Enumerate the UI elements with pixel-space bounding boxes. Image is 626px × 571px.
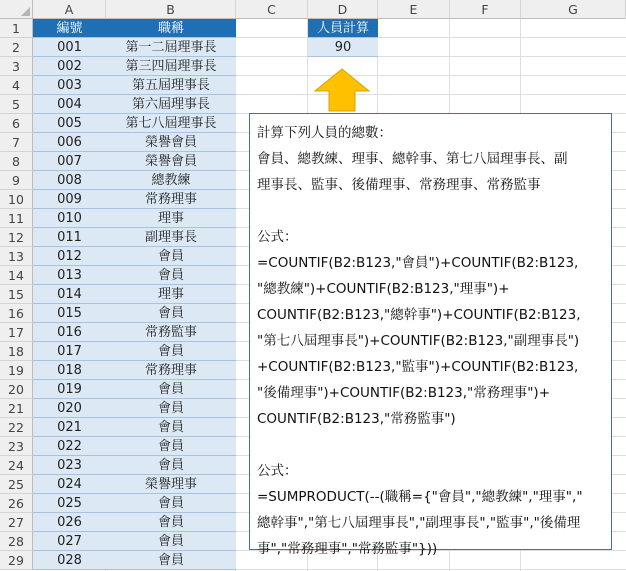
row-header[interactable]: 8 [0,152,33,171]
table-cell-title[interactable]: 會員 [106,342,236,361]
row-header[interactable]: 16 [0,304,33,323]
row-header[interactable]: 19 [0,361,33,380]
row-header[interactable]: 9 [0,171,33,190]
table-cell-title[interactable]: 第三四屆理事長 [106,57,236,76]
note-line [257,198,605,224]
table-cell-title[interactable]: 會員 [106,399,236,418]
row-header[interactable]: 2 [0,38,33,57]
table-cell-id[interactable]: 012 [33,247,106,266]
table-cell-title[interactable]: 常務監事 [106,323,236,342]
row-header[interactable]: 29 [0,551,33,570]
row-header[interactable]: 17 [0,323,33,342]
table-cell-title[interactable]: 會員 [106,380,236,399]
table-cell-title[interactable]: 理事 [106,209,236,228]
column-header-d[interactable]: D [308,0,378,19]
table-cell-id[interactable]: 028 [33,551,106,570]
row-header[interactable]: 28 [0,532,33,551]
row-header[interactable]: 20 [0,380,33,399]
summary-label-cell[interactable]: 人員計算 [308,19,378,38]
row-header[interactable]: 10 [0,190,33,209]
table-cell-id[interactable]: 003 [33,76,106,95]
table-cell-title[interactable]: 第七八屆理事長 [106,114,236,133]
table-cell-id[interactable]: 017 [33,342,106,361]
note-line: 公式： [257,229,298,245]
table-cell-id[interactable]: 027 [33,532,106,551]
table-cell-title[interactable]: 第一二屆理事長 [106,38,236,57]
note-line: "第七八屆理事長")+COUNTIF(B2:B123,"副理事長") [257,333,580,349]
table-cell-id[interactable]: 024 [33,475,106,494]
column-header-c[interactable]: C [236,0,308,19]
column-header-f[interactable]: F [450,0,521,19]
table-cell-title[interactable]: 常務理事 [106,361,236,380]
table-cell-id[interactable]: 025 [33,494,106,513]
column-header-b[interactable]: B [106,0,236,19]
row-header[interactable]: 23 [0,437,33,456]
table-cell-id[interactable]: 005 [33,114,106,133]
table-cell-id[interactable]: 016 [33,323,106,342]
row-header[interactable]: 7 [0,133,33,152]
table-cell-title[interactable]: 會員 [106,266,236,285]
table-cell-id[interactable]: 023 [33,456,106,475]
row-header[interactable]: 1 [0,19,33,38]
note-line [257,432,605,458]
table-cell-id[interactable]: 004 [33,95,106,114]
table-cell-title[interactable]: 會員 [106,551,236,570]
table-cell-id[interactable]: 007 [33,152,106,171]
column-header-g[interactable]: G [521,0,626,19]
note-line: 總幹事","第七八屆理事長","副理事長","監事","後備理 [257,515,581,531]
table-cell-id[interactable]: 018 [33,361,106,380]
row-header[interactable]: 27 [0,513,33,532]
table-cell-title[interactable]: 榮譽理事 [106,475,236,494]
table-cell-id[interactable]: 006 [33,133,106,152]
table-cell-id[interactable]: 014 [33,285,106,304]
row-header[interactable]: 26 [0,494,33,513]
row-header[interactable]: 15 [0,285,33,304]
table-cell-title[interactable]: 會員 [106,418,236,437]
table-cell-id[interactable]: 001 [33,38,106,57]
row-header[interactable]: 3 [0,57,33,76]
table-cell-title[interactable]: 會員 [106,494,236,513]
table-cell-title[interactable]: 理事 [106,285,236,304]
table-cell-id[interactable]: 020 [33,399,106,418]
note-line: COUNTIF(B2:B123,"總幹事")+COUNTIF(B2:B123, [257,307,581,323]
table-cell-title[interactable]: 常務理事 [106,190,236,209]
table-cell-id[interactable]: 009 [33,190,106,209]
row-header[interactable]: 4 [0,76,33,95]
table-cell-title[interactable]: 榮譽會員 [106,152,236,171]
table-header-id[interactable]: 編號 [33,19,106,38]
row-header[interactable]: 21 [0,399,33,418]
table-cell-title[interactable]: 會員 [106,247,236,266]
note-line: 計算下列人員的總數： [257,125,392,141]
table-cell-id[interactable]: 002 [33,57,106,76]
table-cell-title[interactable]: 第六屆理事長 [106,95,236,114]
note-line: COUNTIF(B2:B123,"常務監事") [257,411,456,427]
table-cell-id[interactable]: 010 [33,209,106,228]
column-header-e[interactable]: E [378,0,450,19]
note-line: 理事長、監事、後備理事、常務理事、常務監事 [257,177,541,193]
table-cell-id[interactable]: 019 [33,380,106,399]
up-arrow-icon [314,68,370,112]
table-cell-id[interactable]: 021 [33,418,106,437]
note-line: "後備理事")+COUNTIF(B2:B123,"常務理事")+ [257,385,551,401]
select-all-corner[interactable] [0,0,33,19]
table-cell-title[interactable]: 第五屆理事長 [106,76,236,95]
note-line: 公式： [257,463,298,479]
row-header[interactable]: 18 [0,342,33,361]
row-header[interactable]: 6 [0,114,33,133]
table-cell-id[interactable]: 022 [33,437,106,456]
row-header[interactable]: 11 [0,209,33,228]
row-header[interactable]: 14 [0,266,33,285]
table-cell-id[interactable]: 013 [33,266,106,285]
note-line: +COUNTIF(B2:B123,"監事")+COUNTIF(B2:B123, [257,359,579,375]
row-header[interactable]: 5 [0,95,33,114]
note-line: 事","常務理事","常務監事"})) [257,541,438,557]
table-cell-id[interactable]: 026 [33,513,106,532]
table-cell-title[interactable]: 會員 [106,532,236,551]
table-header-title[interactable]: 職稱 [106,19,236,38]
row-header[interactable]: 22 [0,418,33,437]
row-header[interactable]: 24 [0,456,33,475]
table-cell-title[interactable]: 會員 [106,437,236,456]
table-cell-id[interactable]: 008 [33,171,106,190]
note-line: =SUMPRODUCT(--(職稱={"會員","總教練","理事"," [257,489,583,505]
explanation-textbox[interactable] [249,113,612,557]
row-header[interactable]: 13 [0,247,33,266]
table-cell-title[interactable]: 副理事長 [106,228,236,247]
row-header[interactable]: 12 [0,228,33,247]
note-line: "總教練")+COUNTIF(B2:B123,"理事")+ [257,281,510,297]
table-cell-title[interactable]: 會員 [106,513,236,532]
table-cell-id[interactable]: 015 [33,304,106,323]
note-line: 會員、總教練、理事、總幹事、第七八屆理事長、副 [257,151,568,167]
column-header-a[interactable]: A [33,0,106,19]
table-cell-title[interactable]: 榮譽會員 [106,133,236,152]
note-line: =COUNTIF(B2:B123,"會員")+COUNTIF(B2:B123, [257,255,579,271]
table-cell-id[interactable]: 011 [33,228,106,247]
row-header[interactable]: 25 [0,475,33,494]
table-cell-title[interactable]: 會員 [106,456,236,475]
summary-value-cell[interactable]: 90 [308,38,378,57]
table-cell-title[interactable]: 會員 [106,304,236,323]
table-cell-title[interactable]: 總教練 [106,171,236,190]
